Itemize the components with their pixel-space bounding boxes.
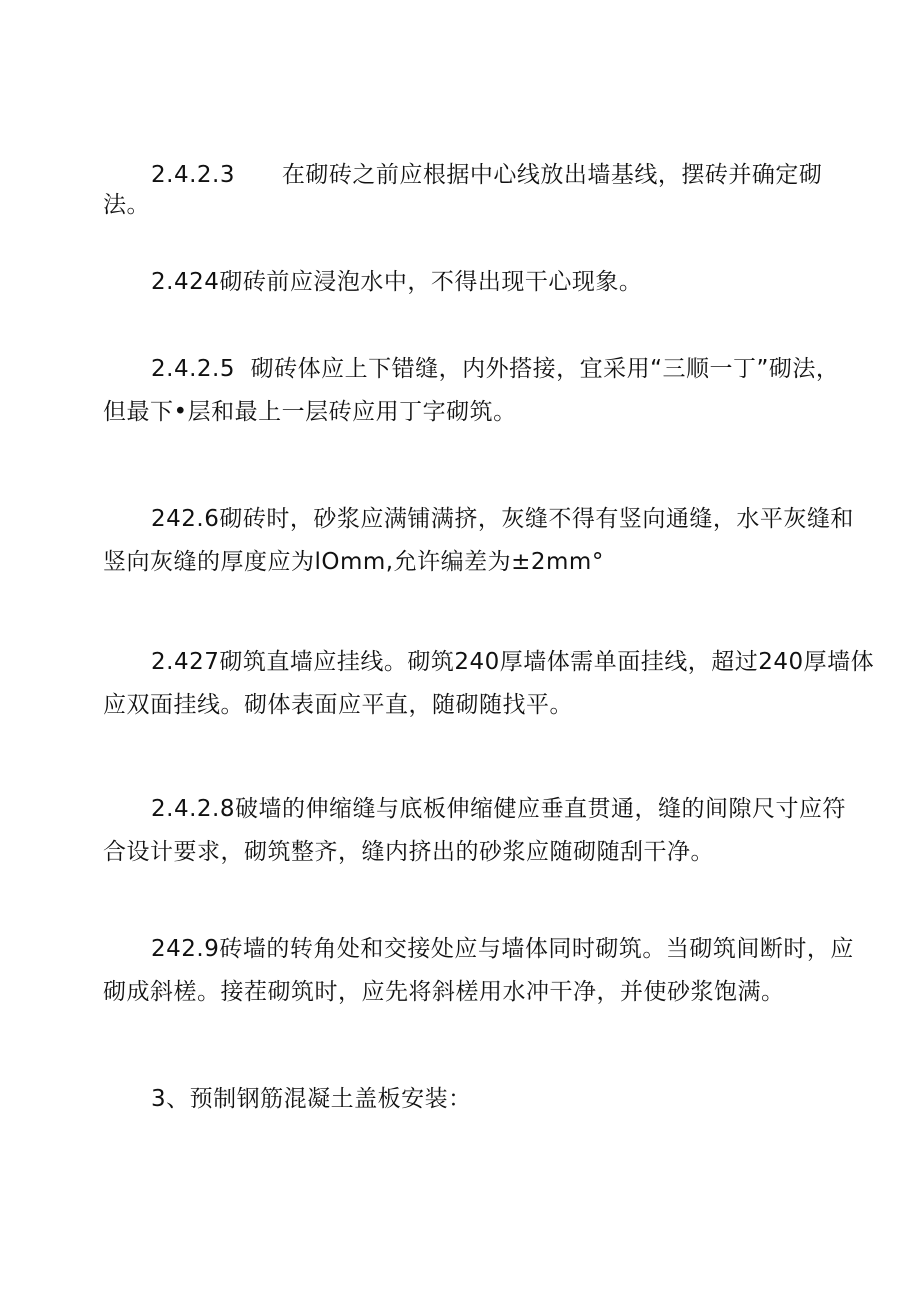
text-line: 2.4.2.5 砌砖体应上下错缝，内外搭接，宜采用“三顺一丁”砌法， — [151, 356, 840, 382]
text-line: 法。 — [103, 192, 150, 218]
text-line: 2.424砌砖前应浸泡水中，不得出现干心现象。 — [151, 269, 643, 295]
text-line: 2.4.2.8破墙的伸缩缝与底板伸缩健应垂直贯通，缝的间隙尺寸应符 — [151, 796, 846, 822]
text-line: 但最下•层和最上一层砖应用丁字砌筑。 — [103, 399, 517, 425]
text-line: 应双面挂线。砌体表面应平直，随砌随找平。 — [103, 692, 573, 718]
text-line: 竖向灰缝的厚度应为lOmm,允许编差为±2mm° — [103, 549, 604, 575]
text-line: 242.6砌砖时，砂浆应满铺满挤，灰缝不得有竖向通缝，水平灰缝和 — [151, 506, 854, 532]
text-line: 2.427砌筑直墙应挂线。砌筑240厚墙体需单面挂线，超过240厚墙体 — [151, 649, 875, 675]
text-line: 242.9砖墙的转角处和交接处应与墙体同时砌筑。当砌筑间断时，应 — [151, 936, 854, 962]
text-line: 2.4.2.3 在砌砖之前应根据中心线放出墙基线，摆砖并确定砌 — [151, 162, 823, 188]
text-line: 合设计要求，砌筑整齐，缝内挤出的砂浆应随砌随刮干净。 — [103, 839, 714, 865]
section-heading: 3、预制钢筋混凝土盖板安装： — [151, 1086, 472, 1112]
text-line: 砌成斜槎。接茬砌筑时，应先将斜槎用水冲干净，并使砂浆饱满。 — [103, 979, 785, 1005]
